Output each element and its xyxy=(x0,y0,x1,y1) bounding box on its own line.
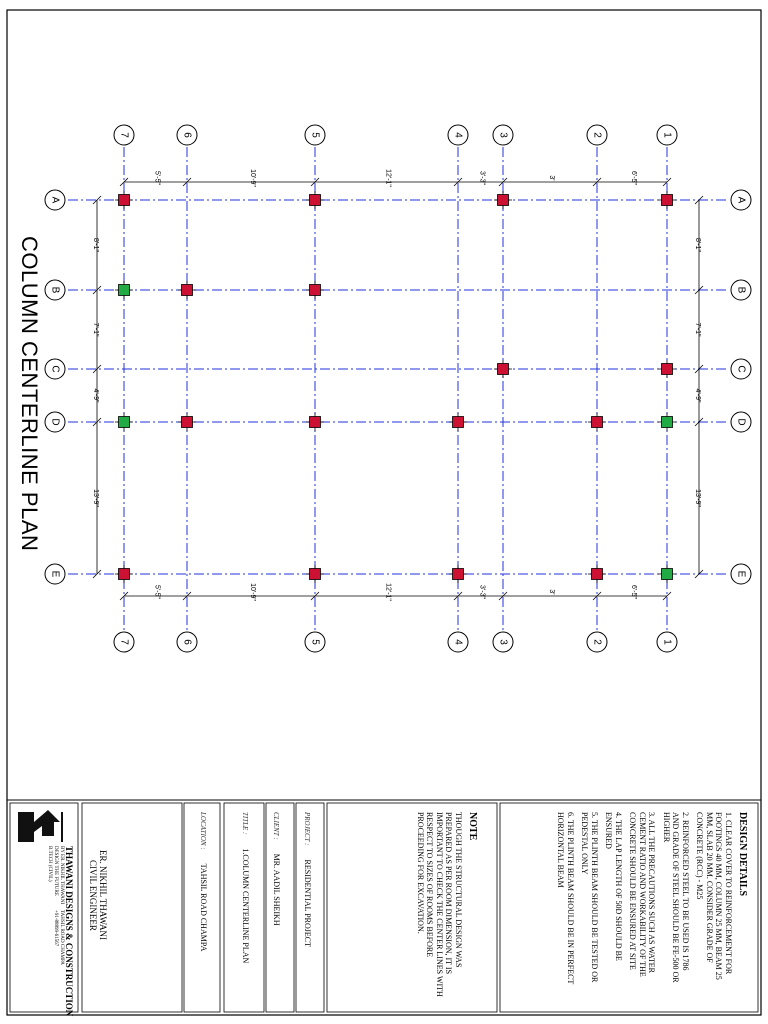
column-dimension-top-label: 3' xyxy=(548,175,555,181)
note-line: PREPARED AS PER ROOM DIMENSION, IT IS xyxy=(444,812,454,975)
row-bubble-left-E-label: E xyxy=(49,570,61,578)
column-C1 xyxy=(662,364,673,375)
project-value: RESIDENTIAL PROJECT xyxy=(303,859,312,947)
client-value: MR. AADIL SHEIKH xyxy=(272,853,281,926)
design-details xyxy=(556,812,748,984)
client-label: CLIENT : xyxy=(272,812,280,840)
column-dimension-bottom-label: 3'-3" xyxy=(478,585,486,599)
row-bubble-right-B-label: B xyxy=(735,286,747,294)
firm-right-col xyxy=(46,910,64,965)
column-A7 xyxy=(119,195,130,206)
firm-address: TAHSIL ROAD CHAMPA xyxy=(59,910,64,965)
firm-left-col xyxy=(46,846,64,904)
row-bubble-left-C-label: C xyxy=(49,365,61,373)
column-D2 xyxy=(592,417,603,428)
firm-name: THAWANI DESIGNS & CONSTRUCTION xyxy=(64,846,74,1017)
column-bubble-top-5-label: 5 xyxy=(309,132,321,138)
row-bubble-right-E-label: E xyxy=(735,570,747,578)
title-field-value: 1.COLUMN CENTERLINE PLAN xyxy=(241,848,250,964)
row-bubble-left-A-label: A xyxy=(49,196,61,204)
row-bubble-right-A-label: A xyxy=(735,196,747,204)
column-E7 xyxy=(119,569,130,580)
note-line: THOUGH THE STRUCTURAL DESIGN WAS xyxy=(454,812,463,968)
column-bubble-bottom-7-label: 7 xyxy=(118,639,130,645)
title-field xyxy=(238,812,256,963)
row-bubble-left-D-label: D xyxy=(49,418,61,426)
design-detail-line: HIGHER xyxy=(662,812,671,843)
design-detail-line: 4. THE LAP LENGTH OF 50D SHOULD BE xyxy=(614,812,623,961)
firm-logo xyxy=(18,810,62,842)
firm-by: BY ER. NIKHIL THAWANI xyxy=(59,846,64,905)
row-dimension-right-label: 4'-9" xyxy=(694,388,701,403)
design-detail-line: PEDESTAL ONLY xyxy=(580,812,590,875)
row-dimension-left-label: 4'-9" xyxy=(92,388,99,403)
column-bubble-bottom-6-label: 6 xyxy=(181,639,193,645)
column-A3 xyxy=(498,195,509,206)
column-E5 xyxy=(310,569,321,580)
column-C3 xyxy=(498,364,509,375)
column-D4 xyxy=(453,417,464,428)
firm-degree: B.TECH (CIVIL) xyxy=(47,846,52,882)
row-dimension-left-label: 7'-1" xyxy=(92,322,99,337)
design-details-heading: DESIGN DETAILS xyxy=(737,812,748,897)
row-dimension-right-label: 7'-1" xyxy=(694,322,701,337)
title-field-label: TITLE : xyxy=(241,812,249,835)
note-line: RESPECT TO SIZES OF ROOMS BEFORE xyxy=(425,812,435,958)
column-E4 xyxy=(453,569,464,580)
design-detail-line: 2. REINFORCED STEEL TO BE USED IS 1786 xyxy=(681,812,690,971)
column-dimension-bottom-label: 6'-5" xyxy=(630,585,637,599)
column-A5 xyxy=(310,195,321,206)
row-dimension-left-label: 8'-1" xyxy=(92,238,99,252)
design-detail-line: FOOTINGS 40 MM, COLUMN 25 MM, BEAM 25 xyxy=(714,812,724,980)
row-bubble-right-C-label: C xyxy=(735,365,747,373)
column-dimension-top-label: 12'-1" xyxy=(384,169,392,187)
column-dimension-top-label: 10'-9" xyxy=(249,169,256,187)
design-detail-line: HORIZONTAL BEAM xyxy=(556,812,566,888)
firm-details xyxy=(46,846,64,1016)
note-line: IMPORTANT TO CHECK THE CENTER LINES WITH xyxy=(435,812,444,997)
column-dimension-top-label: 5'-5" xyxy=(153,171,161,185)
column-bubble-top-2-label: 2 xyxy=(591,132,603,138)
client-field xyxy=(269,812,287,926)
row-dimension-left-label: 13'-9" xyxy=(92,489,99,507)
engineer-role: CIVIL ENGINEER xyxy=(88,860,98,931)
engineer-block xyxy=(88,850,108,940)
column-dimension-bottom-label: 12'-1" xyxy=(384,583,392,601)
row-bubble-right-D-label: D xyxy=(735,418,747,426)
column-B5 xyxy=(310,285,321,296)
column-dimension-bottom-label: 3' xyxy=(548,589,555,595)
location-value: TAHSIL ROAD CHAMPA xyxy=(199,863,208,952)
column-D6 xyxy=(182,417,193,428)
centerline-plan xyxy=(45,125,751,652)
design-detail-line: AND GRADE OF STEEL SHOULD BE FE-500 OR xyxy=(671,812,681,983)
location-label: LOCATION : xyxy=(199,812,207,850)
column-E1 xyxy=(662,569,673,580)
note-heading: NOTE xyxy=(467,812,478,841)
page-title: COLUMN CENTERLINE PLAN xyxy=(17,236,42,552)
column-D5 xyxy=(310,417,321,428)
column-bubble-bottom-3-label: 3 xyxy=(497,639,509,645)
column-B7 xyxy=(119,285,130,296)
row-dimension-right-label: 8'-1" xyxy=(694,238,701,252)
design-detail-line: 3. ALL THE PRECAUTIONS SUCH AS WATER xyxy=(647,812,657,973)
column-bubble-top-7-label: 7 xyxy=(118,132,130,138)
firm-design: DESIGN THE FUTURE xyxy=(53,846,58,896)
design-detail-line: CONCRETE SHOULD BE ENSURED AT SITE xyxy=(628,812,638,970)
column-bubble-bottom-4-label: 4 xyxy=(452,639,464,645)
column-bubble-top-3-label: 3 xyxy=(497,132,509,138)
design-detail-line: MM, SLAB 20 MM. CONSIDER GRADE OF xyxy=(705,812,714,963)
column-D1 xyxy=(662,417,673,428)
design-detail-line: ENSURED xyxy=(604,812,614,849)
column-bubble-bottom-2-label: 2 xyxy=(591,639,603,645)
row-bubble-left-B-label: B xyxy=(49,286,61,294)
column-dimension-top-label: 6'-5" xyxy=(630,171,637,185)
engineer-name: ER. NIKHIL THAWANI xyxy=(98,850,108,941)
column-bubble-top-6-label: 6 xyxy=(181,132,193,138)
column-bubble-bottom-5-label: 5 xyxy=(309,639,321,645)
project-field xyxy=(300,812,318,947)
column-A1 xyxy=(662,195,673,206)
location-field xyxy=(196,812,214,951)
column-E2 xyxy=(592,569,603,580)
column-D7 xyxy=(119,417,130,428)
column-dimension-bottom-label: 10'-9" xyxy=(249,583,256,601)
project-label: PROJECT : xyxy=(303,812,311,846)
row-dimension-right-label: 13'-9" xyxy=(694,489,701,507)
note-block xyxy=(416,812,479,997)
column-bubble-top-4-label: 4 xyxy=(452,132,464,138)
design-detail-line: CEMENT RATIO AND WORKABILITY OF THE xyxy=(638,812,647,977)
column-dimension-bottom-label: 5'-5" xyxy=(153,585,161,599)
column-bubble-top-1-label: 1 xyxy=(661,132,673,138)
column-dimension-top-label: 3'-3" xyxy=(478,171,486,185)
firm-phone: +91-88899-61567 xyxy=(53,910,58,947)
design-detail-line: CONCRETE (RCC) - M25 xyxy=(695,812,705,900)
note-line: PROCEEDING FOR EXCAVATION. xyxy=(416,812,425,934)
firm-block xyxy=(46,846,74,1016)
design-detail-line: 1. CLEAR COVER TO REINFORCEMENT FOR xyxy=(724,812,733,975)
column-B6 xyxy=(182,285,193,296)
design-detail-line: 5. THE PLINTH BEAM SHOULD BE TESTED OR xyxy=(590,812,599,983)
column-bubble-bottom-1-label: 1 xyxy=(661,639,673,645)
design-detail-line: 6. THE PLINTH BEAM SHOULD BE IN PERFECT xyxy=(566,812,575,985)
